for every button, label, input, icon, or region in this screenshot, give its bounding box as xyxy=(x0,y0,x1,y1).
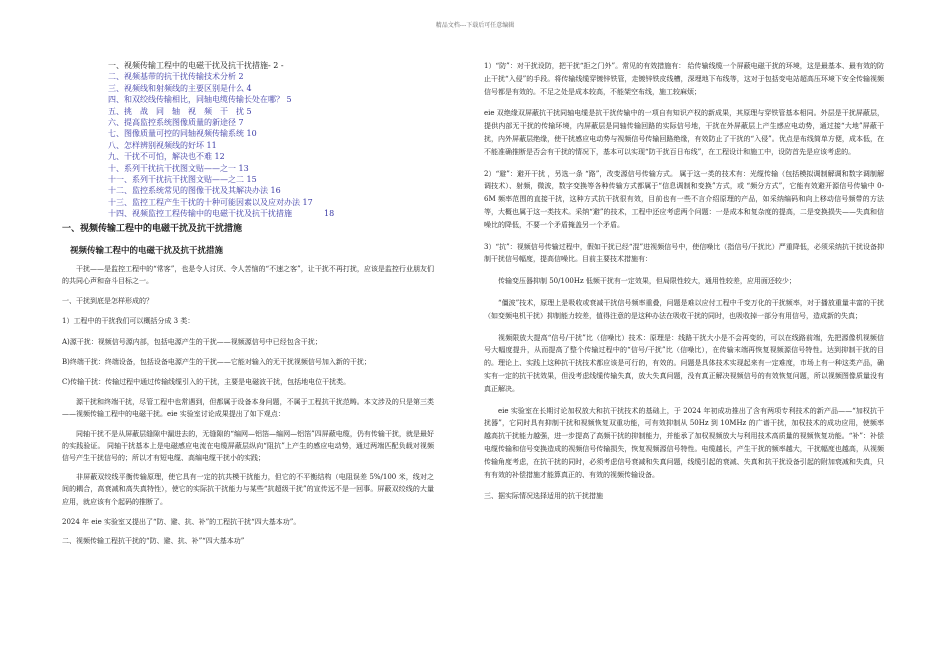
paragraph: 同轴干扰不是从屏蔽层缝隙中漏进去的，无缝隙的“编网—铝箔—编网—铝箔”四屏蔽电缆，仍有传输干扰，就是最好的实践验证。 同轴干扰基本上是电磁感应电流在电缆屏蔽层纵向“阻抗”上产生的感应电动势，通过两端匹配负载对视频信号产生干扰信号的；所以才有短电缆、高编电缆干扰小的实践； xyxy=(62,429,434,462)
toc-item[interactable]: 八、怎样辨别视频线的好坏 11 xyxy=(108,140,217,150)
paragraph: 2）“避”：避开干扰 ，另选一条 “路”，改变源信号传输方式。 属于这一类的技术有：光缆传输（包括模拟调制解调和数字调制解调技术）、射频，微波，数字变换等各种传输方式都属于“信息调制和变换”方式，或 “频分方式”，它能有效避开源信号传输中 0-6M 频率范围的直接干扰，这种方式抗干扰很有效，目前也有一些不言介绍原理的产品，如采纳编码和向上移动信号频带的方法等，大概也属于这一类技术。采纳“避”的技术，工程中还应考虑两个问题：一是成本和复杂度的提高，二是变换损失——失真和信噪比的降低，不要一个矛盾掩盖另一个矛盾。 xyxy=(484,169,884,229)
paragraph: eie 实验室在长期讨论加权放大和抗干扰技术的基础上，于 2024 年初成功推出了含有两项专利技术的新产品——“加权抗干扰器”，它同时具有抑制干扰和视频恢复双重功能，可有效抑制从 50Hz 到 10MHz 的广谱干扰，加权技术的成功应用，使频率越高抗干扰能力越强，进一步提高了高频干扰的抑制能力，并能承了加权视频放大与利用技术高质量的视频恢复功能。“补”：补偿电缆传输和信号变换造成的视频信号传输损失，恢复视频源信号特性。电缆越长，产生干扰的频率越大，干扰幅度也越高，从视频传输角度考虑，在抗干扰的同时，必须考虑信号衰减和失真问题，线缆引起的衰减、失真和抗干扰设备引起的附加衰减和失真，只有有效的补偿措施才能算真正的、有效的视频传输设备。 xyxy=(484,406,884,479)
toc-item[interactable]: 十四、视频监控工程传输中的电磁干扰及抗干扰措施 18 xyxy=(108,209,335,219)
paragraph: A)源干扰：视频信号源内部，包括电源产生的干扰——视频源信号中已经包含干扰； xyxy=(62,337,322,346)
toc-item[interactable]: 十、系列干扰抗干扰图文贴——之一 13 xyxy=(108,163,249,173)
left-column xyxy=(62,60,434,554)
page-header-note: 精品文档---下载后可任意编辑 xyxy=(435,22,515,29)
paragraph: 1）“防”：对干扰设防，把干扰“拒之门外”。常见的有效措施有： 给传输线缆一个屏蔽电磁干扰的环境，这是最基本、最有效的防止干扰“入侵”的手段。将传输线缆穿镀锌铁管，走镀锌铁皮线槽，深埋地下布线等，这对于包括变电站超高压环境下安全传输视频信号都是有效的。不足之处是成本较高，不能架空布线，施工较麻烦； xyxy=(484,62,884,96)
toc-item[interactable]: 九、干扰不可怕，解决也不难 12 xyxy=(108,152,225,162)
toc-item[interactable]: 二、视频基带的抗干扰传输技术分析 2 xyxy=(108,72,244,82)
toc-item[interactable]: 十三、监控工程产生干扰的十种可能因素以及应对办法 17 xyxy=(108,197,313,207)
toc-item[interactable]: 十一、系列干扰抗干扰图文贴——之二 15 xyxy=(108,175,257,185)
toc-item[interactable]: 四、和双绞线传输相比，同轴电缆传输长处在哪？ 5 xyxy=(108,95,292,105)
paragraph: 二、视频传输工程抗干扰的“防、避、抗、补”“四大基本功” xyxy=(62,536,245,545)
toc-item[interactable]: 七、图像质量可控的同轴视频传输系统 10 xyxy=(108,129,257,139)
article-title: 视频传输工程中的电磁干扰及抗干扰措施 xyxy=(70,245,224,256)
toc-item[interactable]: 十二、监控系统常见的图像干扰及其解决办法 16 xyxy=(108,186,281,196)
toc-item[interactable]: 三、视频线和射频线的主要区别是什么 4 xyxy=(108,83,252,93)
paragraph: 1）工程中的干扰我们可以概括分成 3 类： xyxy=(62,317,195,326)
paragraph: 三、据实际情况选择适用的抗干扰措施 xyxy=(484,492,603,501)
paragraph: 干扰——是监控工程中的“常客”，也是令人讨厌、令人苦恼的“不速之客”，让干扰不再打扰，应该是监控行业朋友们的共同心声和奋斗目标之一。 xyxy=(62,264,434,285)
paragraph: 视频限放大提高“信号/干扰”比（信噪比）技术：原理是：线路干扰大小是不会再变的，可以在线路前端，先把源像机视频信号大幅度提升，从而提高了整个传输过程中的“信号/干扰”比（信噪比），在传输末端再恢复视频源信号特性。达到抑制干扰的目的。理论上、实践上这种抗干扰技术都应该是可行的，有效的。问题是具体技术实现起来有一定难度，市场上有一种这类产品，确实有一定的抗干扰效果，但没考虑线缆传输失真，放大失真问题，没有真正解决视频信号的有效恢复问题，所以视频图像质量没有真正解决。 xyxy=(484,333,884,393)
right-column xyxy=(484,60,884,512)
table-of-contents xyxy=(108,60,434,220)
paragraph: eie 双绝缘双屏蔽抗干扰同轴电缆是抗干扰传输中的一项自有知识产权的新成果，其原理与穿铁管基本相同。外层是干扰屏蔽层，提供内部无干扰的传输环境，内屏蔽层是同轴传输回路的实际信号地，干扰在外屏蔽层上产生感应电动势，通过接“大地”屏蔽干扰，内外屏蔽层绝缘，使干扰感应电动势与视频信号传输回路绝缘，有效防止了干扰的“入侵”。优点是布线简单方便，成本低，在不能准确推断是否会有干扰的情况下，基本可以实现“防干扰百日布线”，在工程设计和施工中，设防首先是应该考虑的。 xyxy=(484,109,884,156)
paragraph: 非屏蔽双绞线平衡传输原理，使它具有一定的抗共模干扰能力，但它的不平衡结构（电阻误差 5%/100 米，线对之间的耦合，高衰减和高失真特性），使它的实际抗干扰能力与某些“抗超级干扰”的宣传远不是一回事。屏蔽双绞线的大量应用，就应该有个起码的推断了。 xyxy=(62,473,434,506)
section-heading: 一、视频传输工程中的电磁干扰及抗干扰措施 xyxy=(62,223,243,234)
paragraph: 源干扰和终端干扰，尽管工程中也常遇到，但都属于设备本身问题，不属于工程抗干扰范畴。本文涉及的只是第三类——视频传输工程中的电磁干扰。eie 实验室讨论成果提出了如下观点： xyxy=(62,398,434,419)
paragraph: 2024 年 eie 实验室又提出了“防、避、抗、补”的工程抗干扰“四大基本功”。 xyxy=(62,517,301,526)
paragraph: B)终端干扰：终端设备，包括设备电源产生的干扰——它能对输入的无干扰视频信号加入新的干扰； xyxy=(62,357,371,366)
paragraph: “僵波”技术，原理上是吸收或衰减干扰信号频率重叠，问题是难以应付工程中千变万化的干扰频率，对于播放重量丰富的干扰（如变频电机干扰）抑制能力较差，值得注意的是这种办法在吸收干扰的同时，也吸收掉一部分有用信号，造成新的失真； xyxy=(484,298,884,320)
toc-item[interactable]: 五、挑 战 同 轴 视 频 干 扰 5 xyxy=(108,106,252,116)
paragraph: 传输变压器抑制 50/100Hz 低频干扰有一定效果，但局限性较大，通用性较差，应用面还较少； xyxy=(498,277,796,286)
paragraph: 一、干扰到底是怎样形成的？ xyxy=(62,297,153,306)
toc-item[interactable]: 六、提高监控系统图像质量的新途径 7 xyxy=(108,118,244,128)
paragraph: 3）“抗”：视频信号传输过程中，假如干扰已经“混”进视频信号中，使信噪比（指信号/干扰比）严重降低，必须采纳抗干扰设备抑制干扰信号幅度，提高信噪比。目前主要技术措施有： xyxy=(484,242,884,264)
paragraph: C)传输干扰：传输过程中通过传输线缆引入的干扰，主要是电磁波干扰，包括地电位干扰类。 xyxy=(62,377,351,386)
toc-item[interactable]: 一、视频传输工程中的电磁干扰及抗干扰措施- 2 - xyxy=(108,61,284,70)
